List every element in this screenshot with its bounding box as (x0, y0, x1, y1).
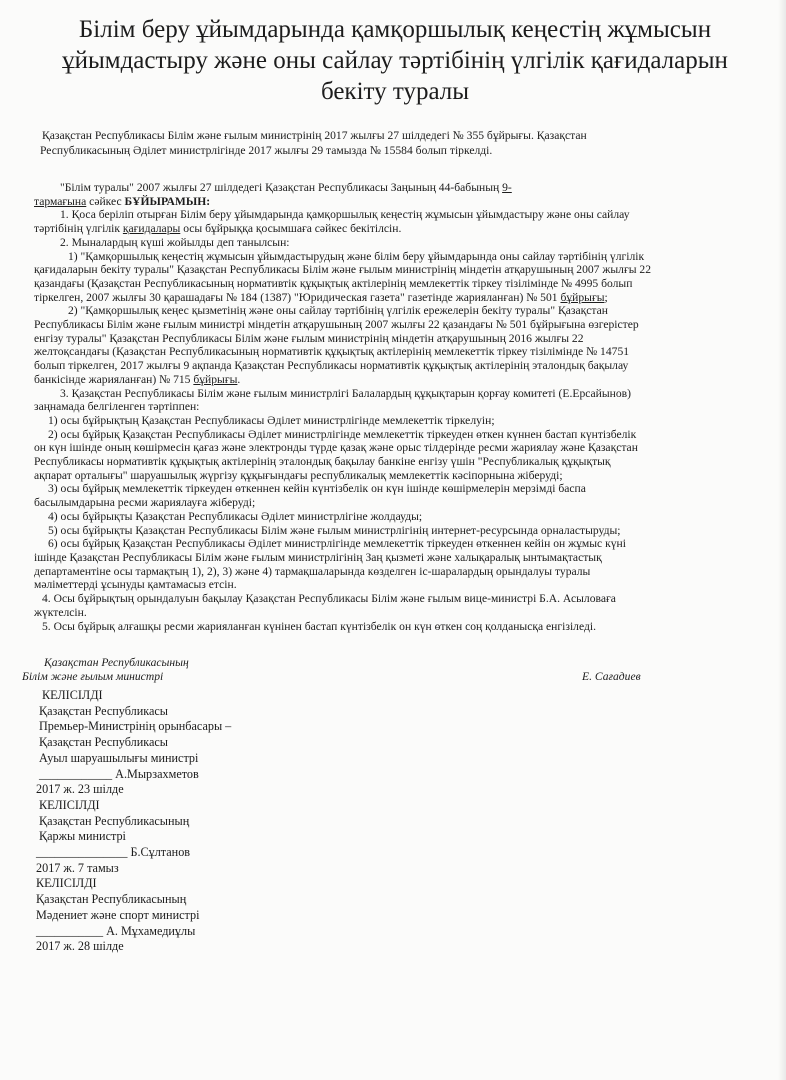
body-line: тіркелген, 2007 жылғы 30 қарашадағы № 184 (1387) "Юридическая газета" газетінде жарияланған) № 501 бұйрығы; (34, 290, 608, 304)
body-line: "Білім туралы" 2007 жылғы 27 шілдедегі Қазақстан Республикасы Заңының 44-бабының 9- (60, 181, 512, 194)
body-line: басылымдарына ресми жариялауға жіберуді; (34, 496, 256, 510)
approval-line: ____________ А.Мырзахметов (39, 766, 199, 781)
body-line: ақпарат орталығы" шаруашылық жүргізу құқығындағы республикалық мемлекеттік кәсіпорнына жіберуді; (34, 468, 563, 482)
approvals-block (36, 688, 436, 955)
body-line: 1) осы бұйрықтың Қазақстан Республикасы Әділет министрлігінде мемлекеттік тіркелуін; (48, 413, 495, 427)
body-line: департаментіне осы тармақтың 1), 2), 3) және 4) тармақшаларында көзделген іс-шаралардың орындалуы туралы (34, 564, 591, 578)
body-line: 2) осы бұйрық Қазақстан Республикасы Әділет министрлігінде мемлекеттік тіркеуден өткен күннен бастап күнтізбелік (48, 427, 637, 441)
law-link[interactable]: тармағына (34, 194, 87, 208)
intro-line: Республикасының Әділет министрлігінде 2017 жылғы 29 тамызда № 15584 болып тіркелді. (40, 144, 493, 157)
body-line: 3) осы бұйрық мемлекеттік тіркеуден өткеннен кейін күнтізбелік он күн ішінде көшірмелерін мерзімді баспа (48, 482, 586, 496)
body-line: ішінде Қазақстан Республикасы Білім және ғылым министрлігінің Заң қызметі және халықаралық ынтымақтастық (34, 550, 602, 564)
body-line: 1) "Қамқоршылық кеңестің жұмысын ұйымдастырудың және білім беру ұйымдарында оны сайлау тәртібінің үлгілік (68, 249, 645, 263)
body-line: 1. Қоса беріліп отырған Білім беру ұйымдарында қамқоршылық кеңестің жұмысын ұйымдастыру және оны сайлау (60, 208, 630, 222)
law-link[interactable]: 9- (502, 181, 512, 194)
body-line: 5. Осы бұйрық алғашқы ресми жарияланған күнінен бастап күнтізбелік он күн өткен соң қолданысқа енгізіледі. (42, 619, 596, 633)
body-line: Республикасы нормативтік құқықтық актілерінің эталондық бақылау банкіне енгізу үшін "Республикалық құқықтық (34, 455, 611, 469)
approval-line: Премьер-Министрінің орынбасары – (39, 719, 232, 734)
rules-link[interactable]: қағидалары (122, 222, 181, 236)
body-line: тармағына сәйкес БҰЙЫРАМЫН: (34, 194, 211, 208)
approval-line: КЕЛІСІЛДІ (36, 876, 97, 891)
body-line: 2. Мыналардың күші жойылды деп танылсын: (60, 235, 290, 249)
order-reference (40, 128, 740, 158)
approval-line: Қазақстан Республикасының (39, 813, 190, 828)
approval-line: Қаржы министрі (39, 829, 126, 844)
body-line: мәліметтерді ұсынуды қамтамасыз етсін. (34, 578, 237, 592)
minister-signature (22, 656, 722, 684)
title-line: бекіту туралы (320, 78, 470, 105)
signature-name: Е. Сағадиев (582, 670, 641, 683)
body-line: енгізу туралы" Қазақстан Республикасы Білім және ғылым министрінің міндетін атқарушының 2016 жылғы 22 (34, 331, 584, 345)
body-line: қазандағы (Қазақстан Республикасының нормативтік құқықтық актілерінің мемлекеттік тіркеу тізілімінде № 4995 болып (34, 276, 633, 290)
approval-line: Қазақстан Республикасы (39, 735, 168, 750)
intro-line: Қазақстан Республикасы Білім және ғылым министрінің 2017 жылғы 27 шілдедегі № 355 бұйрығы. Қазақстан (42, 129, 587, 142)
body-line: тәртібінің үлгілік қағидалары осы бұйрыққа қосымшаға сәйкес бекітілсін. (34, 222, 402, 236)
order-link[interactable]: бұйрығы (560, 290, 605, 304)
approval-line: КЕЛІСІЛДІ (42, 688, 103, 702)
order-link[interactable]: бұйрығы (193, 372, 238, 386)
approval-line: Мәдениет және спорт министрі (36, 907, 200, 922)
approval-line: ___________ А. Мұхамедиұлы (36, 923, 196, 938)
body-line: болып тіркелген, 2017 жылғы 9 ақпанда Қазақстан Республикасы нормативтік құқықтық актілерінің эталондық бақылау (34, 359, 629, 373)
document-body (34, 181, 754, 633)
body-line: 5) осы бұйрықты Қазақстан Республикасы Білім және ғылым министрлігінің интернет-ресурсында орналастыруды; (48, 523, 621, 537)
approval-line: Қазақстан Республикасы (39, 703, 168, 718)
body-line: Республикасы Білім және ғылым министрі міндетін атқарушының 2007 жылғы 22 қазандағы № 501 бұйрығына өзгерістер (34, 318, 639, 332)
title-line: ұйымдастыру және оны сайлау тәртібінің үлгілік қағидаларын (62, 47, 728, 74)
approval-line: 2017 ж. 7 тамыз (36, 860, 119, 875)
body-line: 6) осы бұйрық Қазақстан Республикасы Әділет министрлігінде мемлекеттік тіркеуден өткеннен кейін он жұмыс күні (48, 537, 626, 551)
approval-line: _______________ Б.Сұлтанов (36, 845, 191, 860)
body-line: жүктелсін. (34, 605, 87, 619)
body-line: банкісінде жарияланған) № 715 бұйрығы. (34, 372, 241, 386)
body-line: заңнамада белгіленген тәртіппен: (34, 400, 200, 414)
body-line: 4. Осы бұйрықтың орындалуын бақылау Қазақстан Республикасы Білім және ғылым вице-министрі Б.А. Асыловаға (42, 592, 616, 606)
body-line: он күн ішінде оның көшірмесін қағаз және электронды түрде қазақ және орыс тілдерінде ресми жариялау және Қазақстан (34, 441, 638, 455)
approval-line: 2017 ж. 28 шілде (36, 939, 124, 954)
body-line: 3. Қазақстан Республикасы Білім және ғылым министрлігі Балалардың құқықтарын қорғау комитеті (Е.Ерсайынов) (60, 386, 632, 400)
body-line: қағидаларын бекіту туралы" Қазақстан Республикасы Білім және ғылым министрінің міндетін атқарушының 2007 жылғы 22 (34, 263, 652, 277)
signature-title: Білім және ғылым министрі (22, 670, 164, 683)
scan-shadow (778, 0, 786, 1080)
approval-line: Қазақстан Республикасының (36, 892, 187, 907)
document-title (40, 14, 750, 107)
approval-line: 2017 ж. 23 шілде (36, 782, 124, 797)
approval-line: КЕЛІСІЛДІ (39, 797, 100, 812)
body-line: 2) "Қамқоршылық кеңес қызметінің және оны сайлау тәртібінің үлгілік ережелерін бекіту туралы" Қазақстан (68, 304, 608, 318)
title-line: Білім беру ұйымдарында қамқоршылық кеңестің жұмысын (78, 16, 712, 43)
body-line: желтоқсандағы (Қазақстан Республикасының нормативтік құқықтық актілерінің мемлекеттік тіркеу тізілімінде № 14751 (34, 345, 630, 359)
approval-line: Ауыл шаруашылығы министрі (39, 750, 199, 765)
body-line: 4) осы бұйрықты Қазақстан Республикасы Әділет министрлігіне жолдауды; (48, 509, 423, 523)
signature-title: Қазақстан Республикасының (44, 656, 189, 669)
